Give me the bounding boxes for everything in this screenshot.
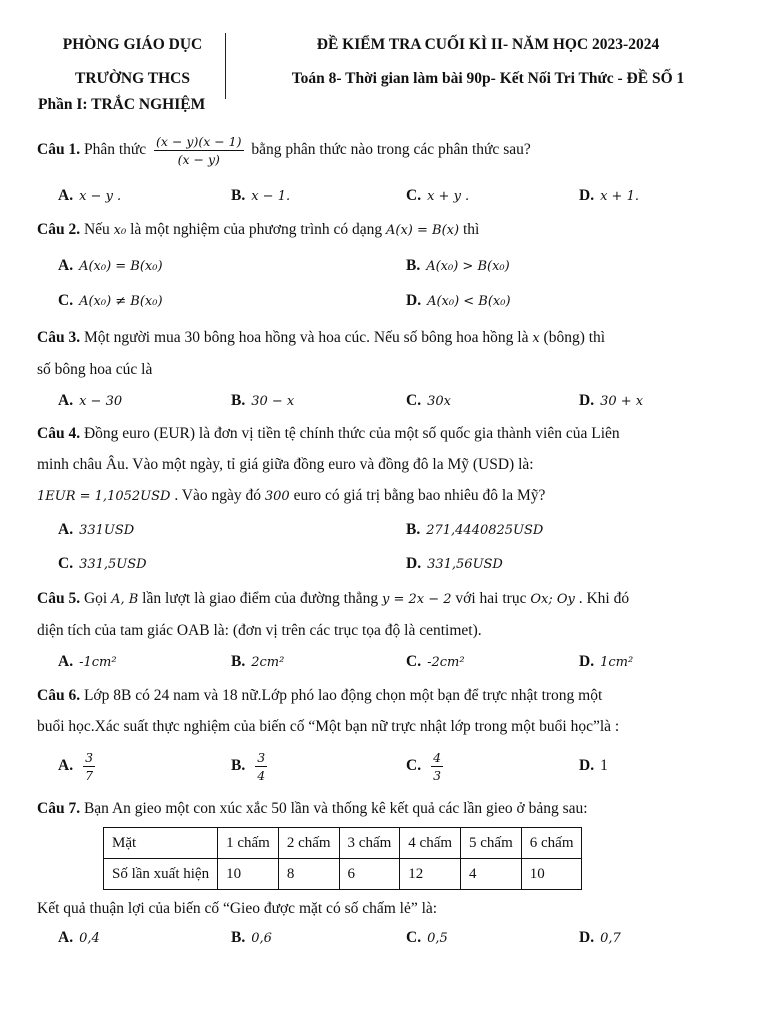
dice-results-table [103,827,582,890]
option-label: D. [579,757,595,774]
part-title: Phần I: TRẮC NGHIỆM [38,96,206,113]
option-a[interactable] [58,392,122,410]
table-cell: 4 chấm [400,828,461,859]
fraction-denominator: 3 [433,768,442,783]
option-c[interactable] [58,555,147,573]
fraction-numerator: 3 [85,750,94,765]
option-value: 271,4440825USD [426,523,544,538]
question-label: Câu 2. [37,221,81,238]
question-text: số bông hoa cúc là [37,361,153,378]
option-a[interactable] [58,653,117,671]
option-label: C. [406,392,422,409]
option-d[interactable] [579,757,608,775]
option-label: B. [406,257,421,274]
option-d[interactable] [406,555,503,573]
option-label: B. [231,392,246,409]
header-right [238,30,738,98]
option-a[interactable] [58,257,163,275]
table-cell: 8 [278,859,339,890]
department-name: PHÒNG GIÁO DỤC [62,36,203,53]
math-expression: x₀ [113,223,127,238]
fraction-numerator: 4 [433,750,442,765]
option-b[interactable] [231,749,271,784]
table-cell: 3 chấm [339,828,400,859]
option-value: 1 [600,757,608,774]
option-label: A. [58,929,74,946]
option-a[interactable] [58,521,134,539]
option-d[interactable] [579,187,639,205]
question-text: Một người mua 30 bông hoa hồng và hoa cúc. Nếu số bông hoa hồng là [80,329,533,346]
option-a[interactable] [58,187,121,205]
fraction [431,749,443,784]
option-value: 331,56USD [427,557,503,572]
math-expression: A(x) = B(x) [386,223,460,238]
table-cell: 6 chấm [521,828,582,859]
option-value: -2cm² [427,655,465,670]
option-value: A(x₀) > B(x₀) [426,259,510,274]
option-value: A(x₀) < B(x₀) [427,294,511,309]
option-value: 0,4 [79,931,100,946]
math-expression: Ox; Oy [530,592,575,607]
option-b[interactable] [406,521,543,539]
option-label: D. [579,929,595,946]
question-text: Phân thức [80,141,151,159]
fraction-numerator: 3 [257,750,266,765]
option-value: 30 − x [251,394,295,409]
option-value: x − 1. [251,189,291,204]
question-text: buổi học.Xác suất thực nghiệm của biến cố “Một bạn nữ trực nhật lớp trong một buổi học”là : [37,718,620,735]
question-6 [37,680,737,742]
option-label: C. [58,292,74,309]
question-text: Nếu [80,221,114,238]
question-text: minh châu Âu. Vào một ngày, tỉ giá giữa đồng euro và đồng đô la Mỹ (USD) là: [37,456,534,473]
fraction [83,749,95,784]
question-7-prompt [37,893,737,924]
question-text: . Vào ngày đó [170,487,265,504]
question-label: Câu 1. [37,141,81,159]
question-text: Lớp 8B có 24 nam và 18 nữ.Lớp phó lao động chọn một bạn để trực nhật trong một [80,687,603,704]
option-b[interactable] [231,653,284,671]
option-value: 331,5USD [79,557,147,572]
question-1 [37,133,737,168]
question-text: thì [459,221,480,238]
option-c[interactable] [58,292,163,310]
question-label: Câu 6. [37,687,81,704]
fraction-denominator: (x − y) [177,152,220,167]
table-row [104,859,582,890]
question-2 [37,214,737,246]
option-value: 331USD [79,523,135,538]
option-b[interactable] [231,187,290,205]
question-text: là một nghiệm của phương trình có dạng [126,221,387,238]
fraction-denominator: 4 [257,768,266,783]
option-b[interactable] [231,929,272,947]
table-cell: 2 chấm [278,828,339,859]
option-a[interactable] [58,929,100,947]
option-label: C. [58,555,74,572]
math-expression: x [532,331,540,346]
option-d[interactable] [579,392,643,410]
fraction [255,749,267,784]
option-value: 2cm² [251,655,285,670]
math-expression: 300 [264,489,290,504]
question-label: Câu 3. [37,329,81,346]
option-c[interactable] [406,929,448,947]
exam-subtitle: Toán 8- Thời gian làm bài 90p- Kết Nối Tri Thức - ĐỀ SỐ 1 [291,70,685,87]
option-c[interactable] [406,187,469,205]
math-expression: A, B [111,592,139,607]
option-value: 0,6 [251,931,272,946]
option-label: A. [58,521,74,538]
question-text: (bông) thì [539,329,606,346]
option-label: C. [406,929,422,946]
question-text: với hai trục [451,590,531,607]
question-text: Đồng euro (EUR) là đơn vị tiền tệ chính thức của một số quốc gia thành viên của Liên [80,425,620,442]
option-label: D. [579,392,595,409]
header-left [30,30,235,98]
question-label: Câu 4. [37,425,81,442]
option-value: x + 1. [600,189,639,204]
table-cell: Số lần xuất hiện [104,859,218,890]
option-label: A. [58,653,74,670]
header-divider [225,33,226,99]
option-b[interactable] [406,257,510,275]
option-d[interactable] [579,929,621,947]
option-value: x + y . [427,189,470,204]
option-label: B. [406,521,421,538]
option-label: B. [231,929,246,946]
option-value: x − 30 [79,394,123,409]
table-cell: Mặt [104,828,218,859]
option-d[interactable] [579,653,633,671]
option-value: 1cm² [600,655,634,670]
option-label: C. [406,757,422,775]
option-label: A. [58,757,74,775]
option-label: D. [406,555,422,572]
table-cell: 4 [461,859,522,890]
question-text: . Khi đó [574,590,630,607]
fraction [154,133,243,168]
option-label: A. [58,257,74,274]
option-label: B. [231,653,246,670]
option-label: D. [579,187,595,204]
question-text: bằng phân thức nào trong các phân thức sau? [247,141,531,159]
question-text: Gọi [80,590,112,607]
option-b[interactable] [231,392,294,410]
option-d[interactable] [406,292,511,310]
option-label: C. [406,187,422,204]
question-label: Câu 7. [37,800,81,817]
option-label: D. [406,292,422,309]
fraction-denominator: 7 [85,768,94,783]
option-label: C. [406,653,422,670]
question-text: Bạn An gieo một con xúc xắc 50 lần và thống kê kết quả các lần gieo ở bảng sau: [80,800,588,817]
question-label: Câu 5. [37,590,81,607]
option-c[interactable] [406,749,447,784]
option-value: 0,5 [427,931,448,946]
option-label: B. [231,187,246,204]
exam-title: ĐỀ KIỂM TRA CUỐI KÌ II- NĂM HỌC 2023-2024 [316,36,660,53]
option-label: B. [231,757,246,775]
question-text: lần lượt là giao điểm của đường thẳng [138,590,382,607]
option-a[interactable] [58,749,99,784]
option-value: x − y . [79,189,122,204]
fraction-numerator: (x − y)(x − 1) [156,134,242,149]
option-c[interactable] [406,653,465,671]
school-name: TRƯỜNG THCS [75,70,190,87]
option-value: 30 + x [600,394,644,409]
math-expression: y = 2x − 2 [381,592,452,607]
table-cell: 6 [339,859,400,890]
table-cell: 5 chấm [461,828,522,859]
option-label: A. [58,392,74,409]
question-5 [37,583,737,646]
option-value: A(x₀) = B(x₀) [79,259,163,274]
option-label: D. [579,653,595,670]
question-4 [37,418,737,512]
option-value: -1cm² [79,655,117,670]
table-row [104,828,582,859]
table-cell: 10 [218,859,279,890]
question-3 [37,322,737,385]
option-value: 30x [427,394,451,409]
table-cell: 1 chấm [218,828,279,859]
table-cell: 10 [521,859,582,890]
option-value: 0,7 [600,931,621,946]
question-text: euro có giá trị bằng bao nhiêu đô la Mỹ? [289,487,546,504]
option-value: A(x₀) ≠ B(x₀) [79,294,163,309]
question-7 [37,793,737,824]
table-cell: 12 [400,859,461,890]
question-text: diện tích của tam giác OAB là: (đơn vị trên các trục tọa độ là centimet). [37,622,482,639]
math-expression: 1EUR = 1,1052USD [37,489,171,504]
question-text: Kết quả thuận lợi của biến cố “Gieo được mặt có số chấm lẻ” là: [37,900,438,917]
option-label: A. [58,187,74,204]
option-c[interactable] [406,392,451,410]
